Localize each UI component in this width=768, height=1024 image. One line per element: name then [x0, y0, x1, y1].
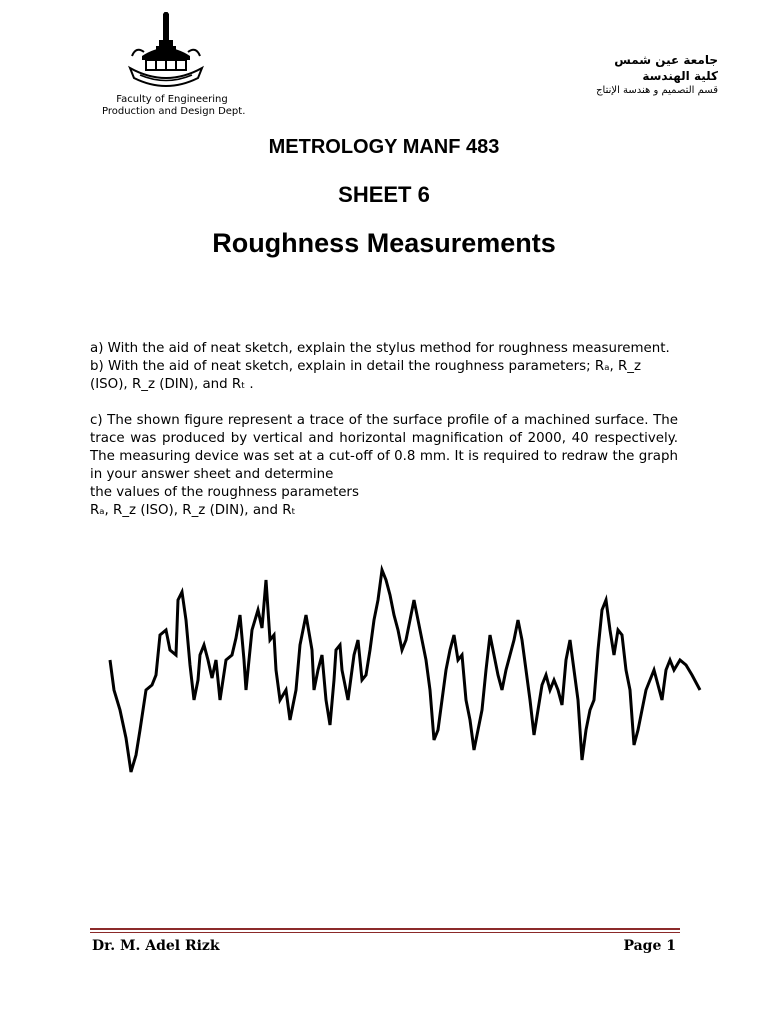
course-title: METROLOGY MANF 483: [268, 136, 500, 158]
question-list: [90, 340, 678, 520]
footer-divider: [90, 928, 680, 930]
question-c: c) The shown figure represent a trace of the surface profile of a machined surface. The trace was produced by vertical and horizontal magnification of 2000, 40 respectively. The measuring device was set at a cut-off of 0.8 mm. It is required to redraw the graph in your answer sheet and determine: [90, 413, 678, 482]
university-logo: [126, 12, 206, 88]
arabic-department: قسم التصميم و هندسة الإنتاج: [596, 85, 718, 96]
footer-divider-thin: [90, 932, 680, 933]
question-c-line-3: Rₐ, R_z (ISO), R_z (DIN), and Rₜ: [90, 503, 296, 518]
profile-line: [110, 570, 700, 772]
arabic-faculty: كلية الهندسة: [642, 69, 718, 83]
faculty-line-2: Production and Design Dept.: [102, 106, 246, 117]
faculty-line-1: Faculty of Engineering: [116, 94, 228, 105]
surface-profile-trace: [100, 560, 710, 785]
question-b: b) With the aid of neat sketch, explain in detail the roughness parameters; Rₐ, R_z (ISO), R_z (DIN), and Rₜ .: [90, 359, 642, 392]
question-a: a) With the aid of neat sketch, explain the stylus method for roughness measurement.: [90, 341, 670, 356]
arabic-header: [596, 52, 718, 98]
arabic-university: جامعة عين شمس: [614, 53, 718, 67]
faculty-header: [102, 94, 246, 118]
page-title: Roughness Measurements: [212, 228, 556, 258]
sheet-number: SHEET 6: [338, 182, 430, 207]
footer-author: Dr. M. Adel Rizk: [92, 938, 220, 954]
footer-page-number: Page 1: [623, 938, 676, 954]
question-c-line-2: the values of the roughness parameters: [90, 485, 359, 500]
